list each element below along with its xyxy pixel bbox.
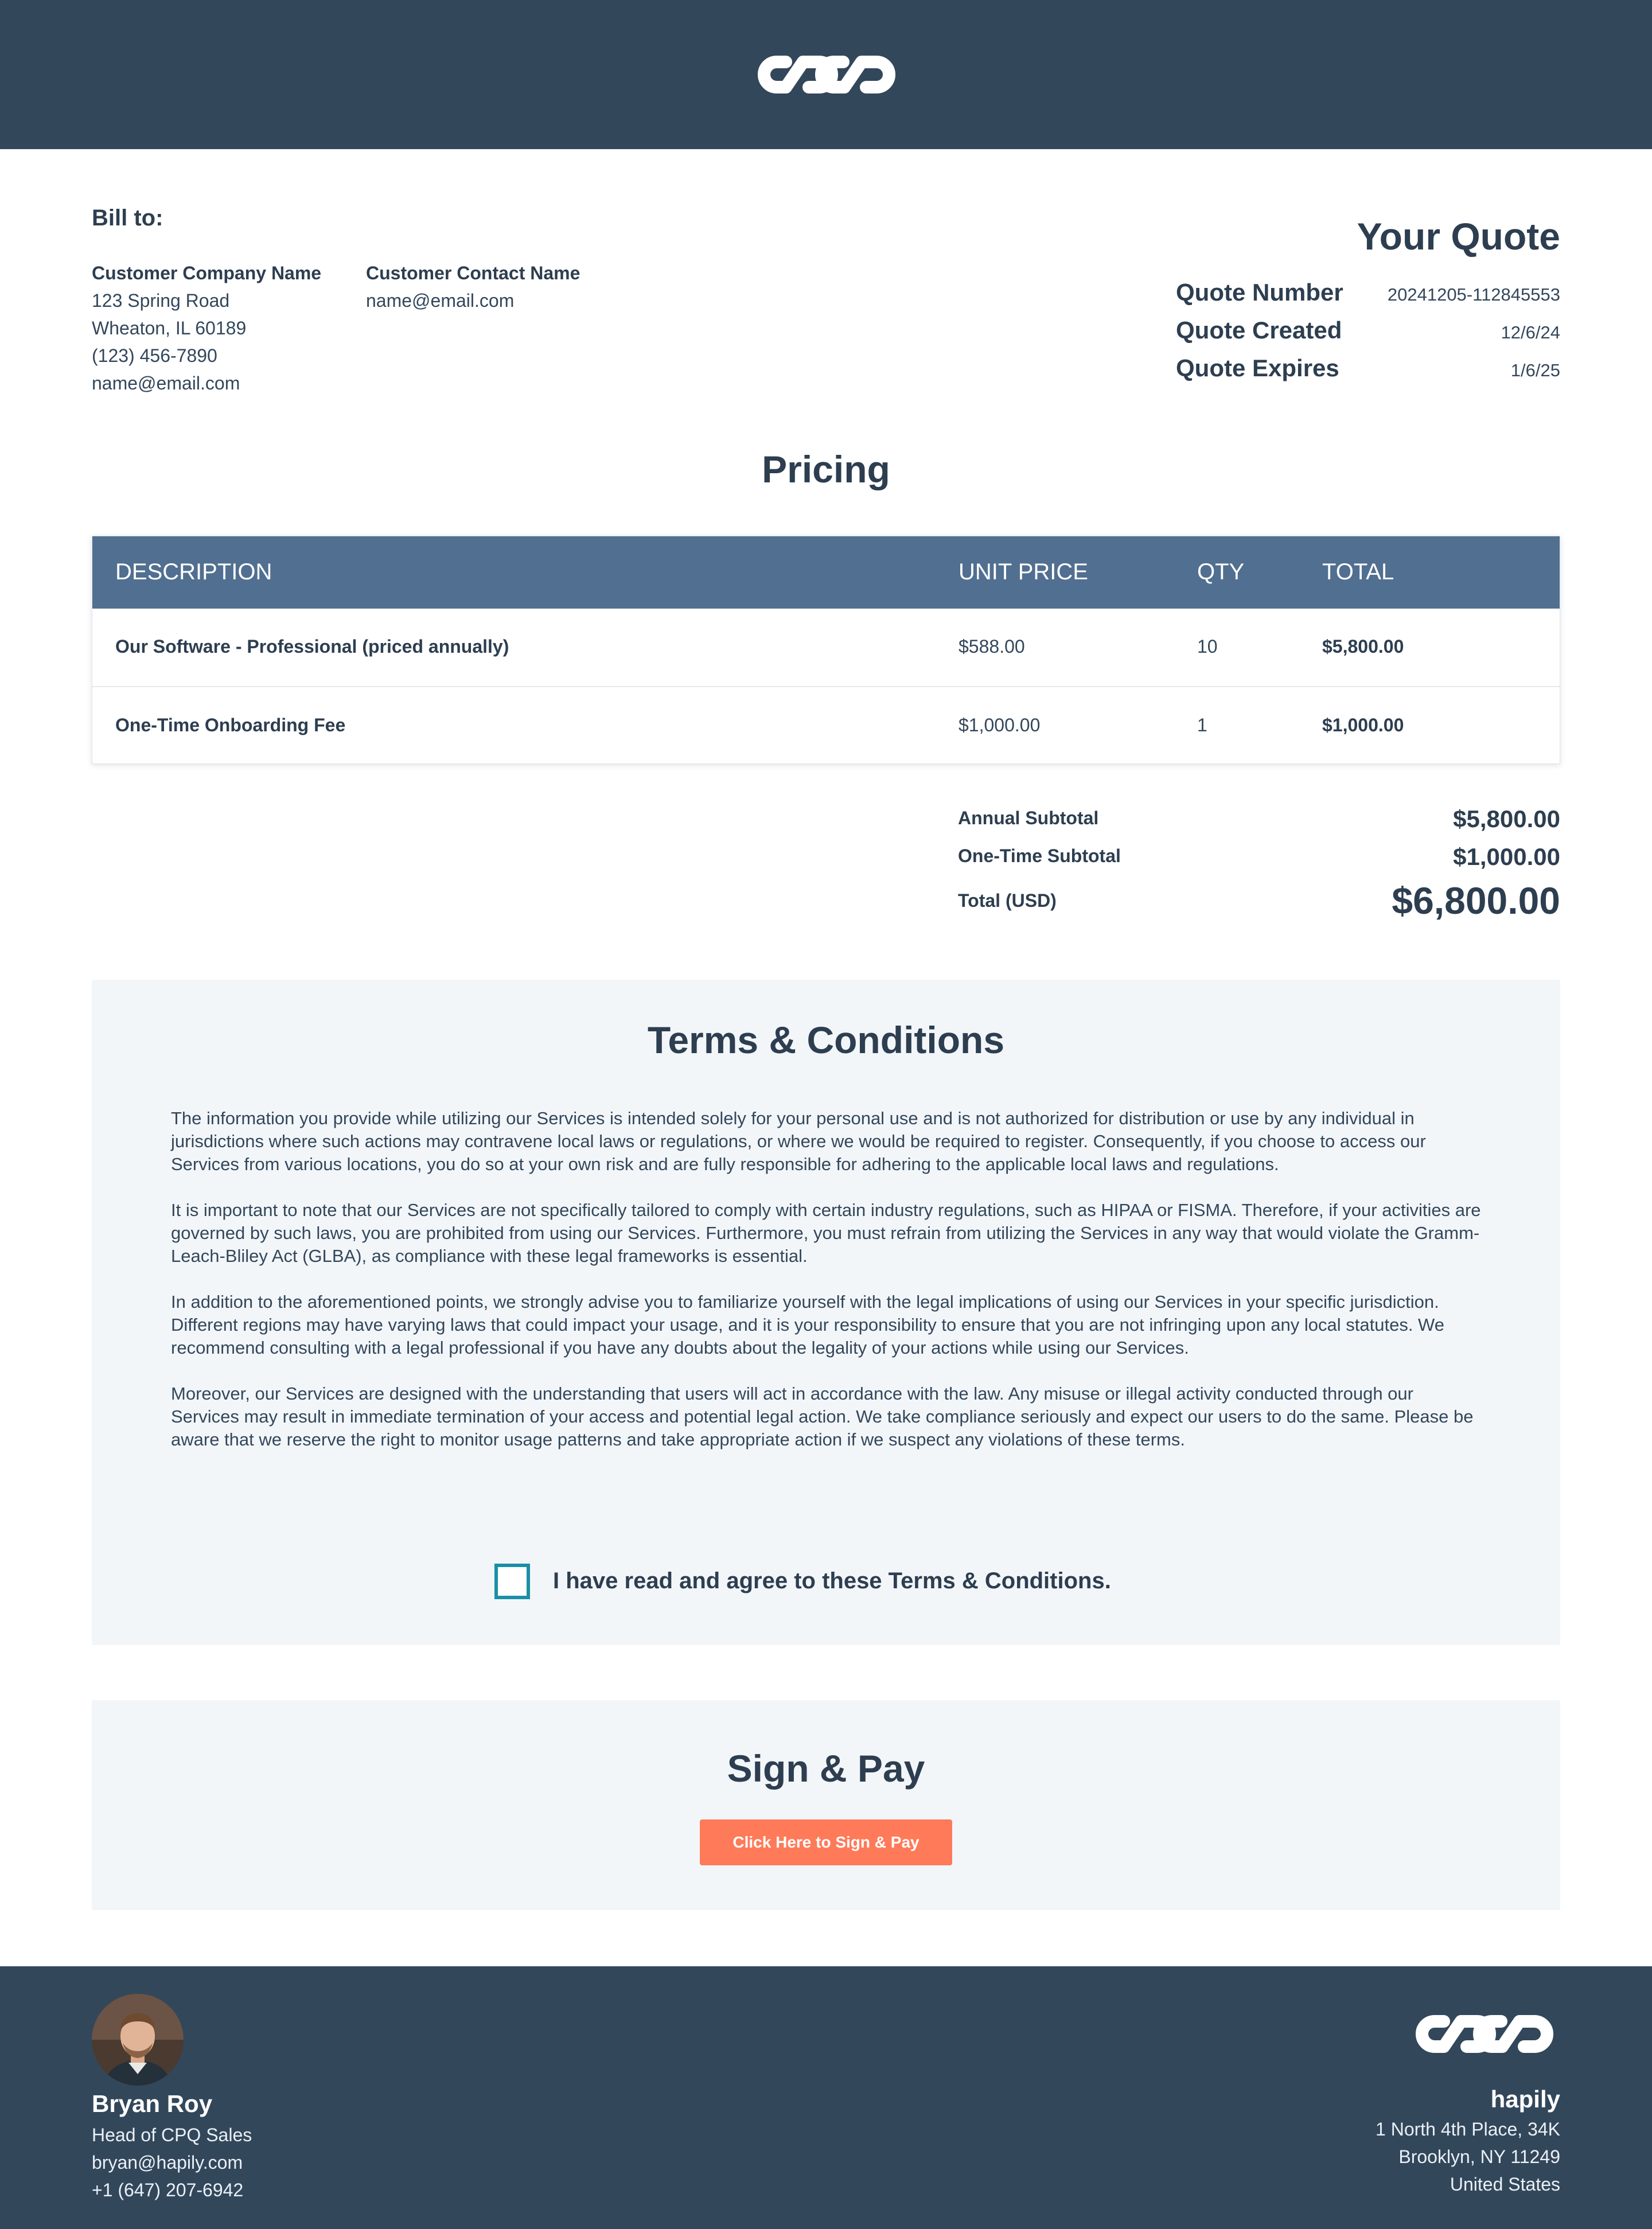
onetime-subtotal-row bbox=[958, 843, 1560, 873]
customer-street: 123 Spring Road bbox=[92, 290, 230, 311]
quote-expires-row bbox=[1176, 354, 1560, 389]
customer-city: Wheaton, IL 60189 bbox=[92, 318, 247, 338]
customer-contact-email: name@email.com bbox=[366, 290, 515, 311]
total-value: $6,800.00 bbox=[1392, 879, 1560, 922]
onetime-subtotal-label: One-Time Subtotal bbox=[958, 845, 1121, 866]
row-total: $1,000.00 bbox=[1322, 715, 1404, 735]
row-description: One-Time Onboarding Fee bbox=[115, 715, 346, 735]
rep-role: Head of CPQ Sales bbox=[92, 2125, 252, 2145]
header-description: DESCRIPTION bbox=[115, 559, 272, 584]
row-unit-price: $588.00 bbox=[959, 636, 1025, 657]
quote-created-value: 12/6/24 bbox=[1501, 322, 1560, 342]
company-name: hapily bbox=[1490, 2086, 1560, 2113]
annual-subtotal-value: $5,800.00 bbox=[1453, 805, 1560, 832]
table-row bbox=[92, 609, 1560, 686]
header-unit-price: UNIT PRICE bbox=[959, 559, 1088, 584]
company-country: United States bbox=[1450, 2174, 1560, 2195]
customer-contact-name: Customer Contact Name bbox=[366, 263, 580, 283]
terms-paragraph: In addition to the aforementioned points, we strongly advise you to familiarize yourself with the legal implications of using our Services in your specific jurisdiction. Different regions may have varying laws that could impact your usage, and it is your responsibility to ensure that you are not infringing upon any local statutes. We recommend consulting with a legal professional if you have any doubts about the legality of your actions while using our Services. bbox=[171, 1292, 1444, 1358]
terms-paragraph: The information you provide while utilizing our Services is intended solely for your personal use and is not authorized for distribution or use by any individual in jurisdictions where such actions may contravene local laws or regulations, or where we would be required to register. Consequently, if you choose to access our Services from various locations, you do so at your own risk and are fully responsible for adhering to the applicable local laws and regulations. bbox=[171, 1108, 1426, 1174]
company-address-line2: Brooklyn, NY 11249 bbox=[1398, 2146, 1560, 2167]
annual-subtotal-label: Annual Subtotal bbox=[958, 808, 1099, 828]
quote-number-value: 20241205-112845553 bbox=[1387, 285, 1560, 305]
terms-paragraph: It is important to note that our Services are not specifically tailored to comply with certain industry regulations, such as HIPAA or FISMA. Therefore, if your activities are governed by such laws, you are prohibited from using our Services. Furthermore, you must refrain from utilizing the Services in any way that would violate the Gramm-Leach-Bliley Act (GLBA), as compliance with these legal frameworks is essential. bbox=[171, 1200, 1481, 1266]
row-description: Our Software - Professional (priced annually) bbox=[115, 636, 509, 657]
quote-number-label: Quote Number bbox=[1176, 279, 1343, 306]
quote-created-row bbox=[1176, 317, 1560, 351]
sign-pay-title: Sign & Pay bbox=[727, 1747, 925, 1790]
sign-pay-panel bbox=[92, 1700, 1560, 1910]
company-address-line1: 1 North 4th Place, 34K bbox=[1376, 2119, 1560, 2140]
rep-portrait-icon bbox=[92, 1994, 184, 2086]
hapily-logo-icon bbox=[751, 46, 902, 103]
pricing-table bbox=[92, 536, 1560, 764]
total-row bbox=[958, 879, 1560, 925]
customer-phone: (123) 456-7890 bbox=[92, 345, 217, 366]
top-header-bar bbox=[0, 0, 1652, 149]
quote-expires-value: 1/6/25 bbox=[1510, 360, 1560, 380]
row-qty: 10 bbox=[1197, 636, 1218, 657]
pricing-table-header bbox=[92, 536, 1560, 609]
table-row bbox=[92, 686, 1560, 765]
terms-text bbox=[171, 1107, 1485, 1474]
row-total: $5,800.00 bbox=[1322, 636, 1404, 657]
footer bbox=[0, 1966, 1652, 2229]
header-qty: QTY bbox=[1197, 559, 1245, 584]
onetime-subtotal-value: $1,000.00 bbox=[1453, 843, 1560, 870]
row-qty: 1 bbox=[1197, 715, 1207, 735]
quote-created-label: Quote Created bbox=[1176, 317, 1342, 344]
customer-company-name: Customer Company Name bbox=[92, 263, 322, 283]
bill-to-title: Bill to: bbox=[92, 205, 163, 231]
terms-title: Terms & Conditions bbox=[647, 1019, 1005, 1061]
customer-company-block bbox=[92, 259, 321, 397]
avatar bbox=[92, 1994, 184, 2086]
sign-pay-button[interactable]: Click Here to Sign & Pay bbox=[700, 1819, 952, 1865]
rep-phone[interactable]: +1 (647) 207-6942 bbox=[92, 2180, 244, 2200]
agree-terms-label[interactable]: I have read and agree to these Terms & Conditions. bbox=[553, 1568, 1111, 1593]
pricing-title: Pricing bbox=[762, 448, 890, 490]
customer-email: name@email.com bbox=[92, 373, 240, 393]
rep-email[interactable]: bryan@hapily.com bbox=[92, 2152, 243, 2173]
header-total: TOTAL bbox=[1322, 559, 1394, 584]
rep-name: Bryan Roy bbox=[92, 2090, 213, 2117]
quote-title: Your Quote bbox=[1357, 215, 1560, 258]
quote-number-row bbox=[1176, 279, 1560, 313]
hapily-logo-icon bbox=[1409, 2005, 1560, 2063]
agree-terms-checkbox[interactable] bbox=[494, 1564, 530, 1599]
total-label: Total (USD) bbox=[958, 890, 1057, 911]
row-unit-price: $1,000.00 bbox=[959, 715, 1041, 735]
quote-expires-label: Quote Expires bbox=[1176, 354, 1339, 381]
customer-contact-block bbox=[366, 259, 580, 314]
terms-paragraph: Moreover, our Services are designed with the understanding that users will act in accordance with the law. Any misuse or illegal activity conducted through our Services may result in immediate termination of your access and potential legal action. We take compliance seriously and expect our users to do the same. Please be aware that we reserve the right to monitor usage patterns and take appropriate action if we suspect any violations of these terms. bbox=[171, 1384, 1474, 1449]
annual-subtotal-row bbox=[958, 805, 1560, 835]
